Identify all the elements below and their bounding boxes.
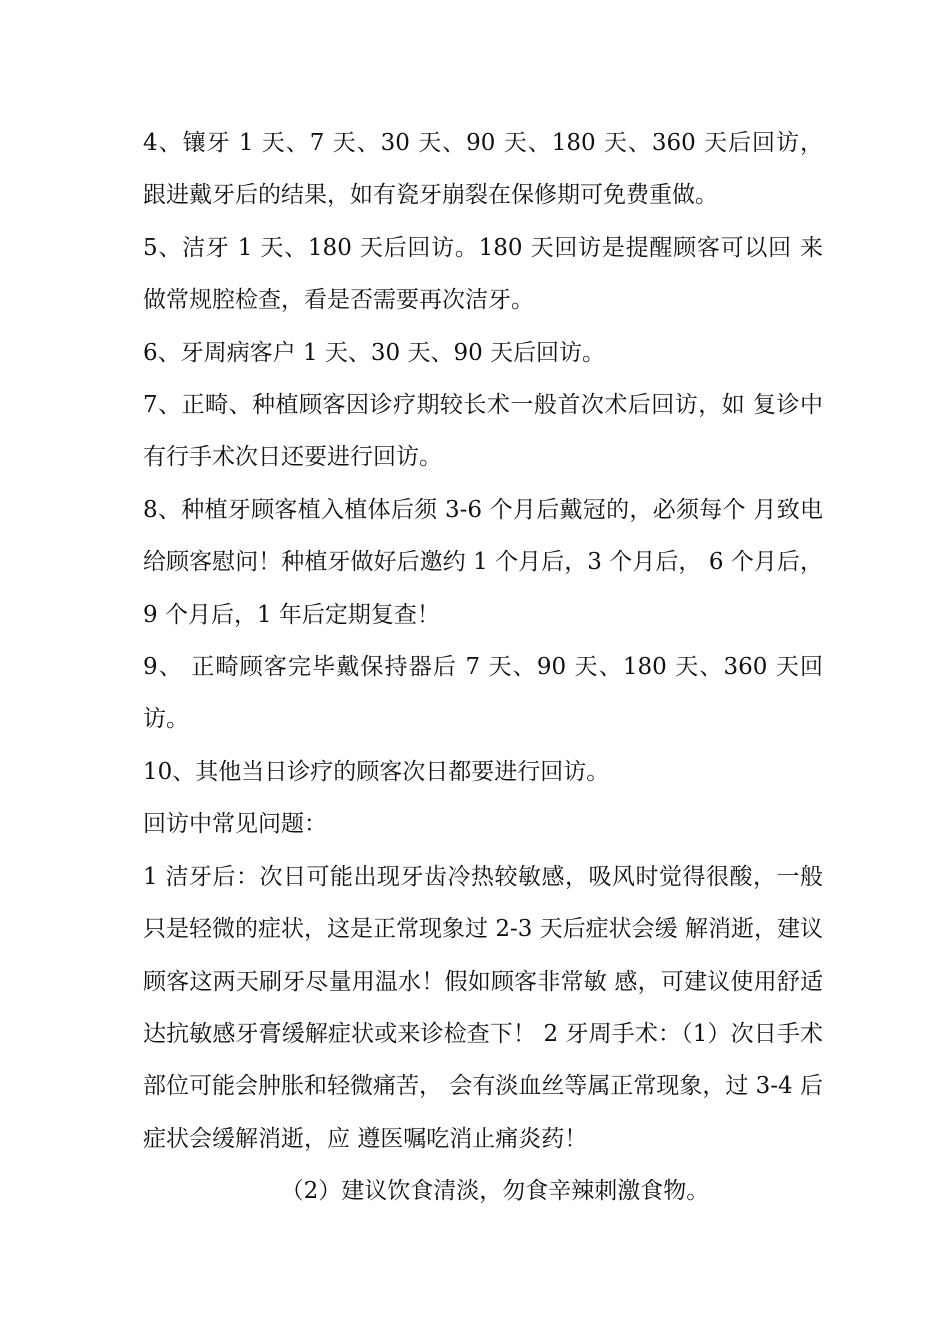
paragraph-item-10: 10、其他当日诊疗的顾客次日都要进行回访。 [143, 758, 610, 785]
section-heading-common-questions: 回访中常见问题： [143, 811, 327, 838]
document-body [143, 117, 823, 1218]
paragraph-item-5: 5、洁牙 1 天、180 天后回访。180 天回访是提醒顾客可以回 来做常规腔检查，看是否需要再次洁牙。 [143, 234, 823, 314]
paragraph-diet-advice: （2）建议饮食清淡，勿食辛辣刺激食物。 [280, 1178, 710, 1205]
paragraph-item-9: 9、 正畸顾客完毕戴保持器后 7 天、90 天、180 天、360 天回访。 [143, 654, 823, 733]
paragraph-item-4: 4、镶牙 1 天、7 天、30 天、90 天、180 天、360 天后回访， 跟进戴牙后的结果，如有瓷牙崩裂在保修期可免费重做。 [143, 130, 823, 209]
paragraph-item-6: 6、牙周病客户 1 天、30 天、90 天后回访。 [143, 339, 606, 366]
paragraph-item-7: 7、正畸、种植顾客因诊疗期较长术一般首次术后回访，如 复诊中有行手术次日还要进行回访。 [143, 392, 823, 471]
paragraph-item-8: 8、种植牙顾客植入植体后须 3-6 个月后戴冠的，必须每个 月致电给顾客慰问！种植牙做好后邀约 1 个月后，3 个月后， 6 个月后，9 个月后，1 年后定期复查！ [143, 496, 823, 628]
paragraph-cleaning-and-periodontal: 1 洁牙后：次日可能出现牙齿冷热较敏感，吸风时觉得很酸，一般只是轻微的症状，这是正常现象过 2-3 天后症状会缓 解消逝，建议顾客这两天刷牙尽量用温水！假如顾客非常敏 感，可建议使用舒适达抗敏感牙膏缓解症状或来诊检查下！ 2 牙周手术：（1）次日手术部位可能会肿胀和轻微痛苦， 会有淡血丝等属正常现象，过 3-4 后症状会缓解消逝，应 遵医嘱吃消止痛炎药！ [143, 863, 823, 1152]
